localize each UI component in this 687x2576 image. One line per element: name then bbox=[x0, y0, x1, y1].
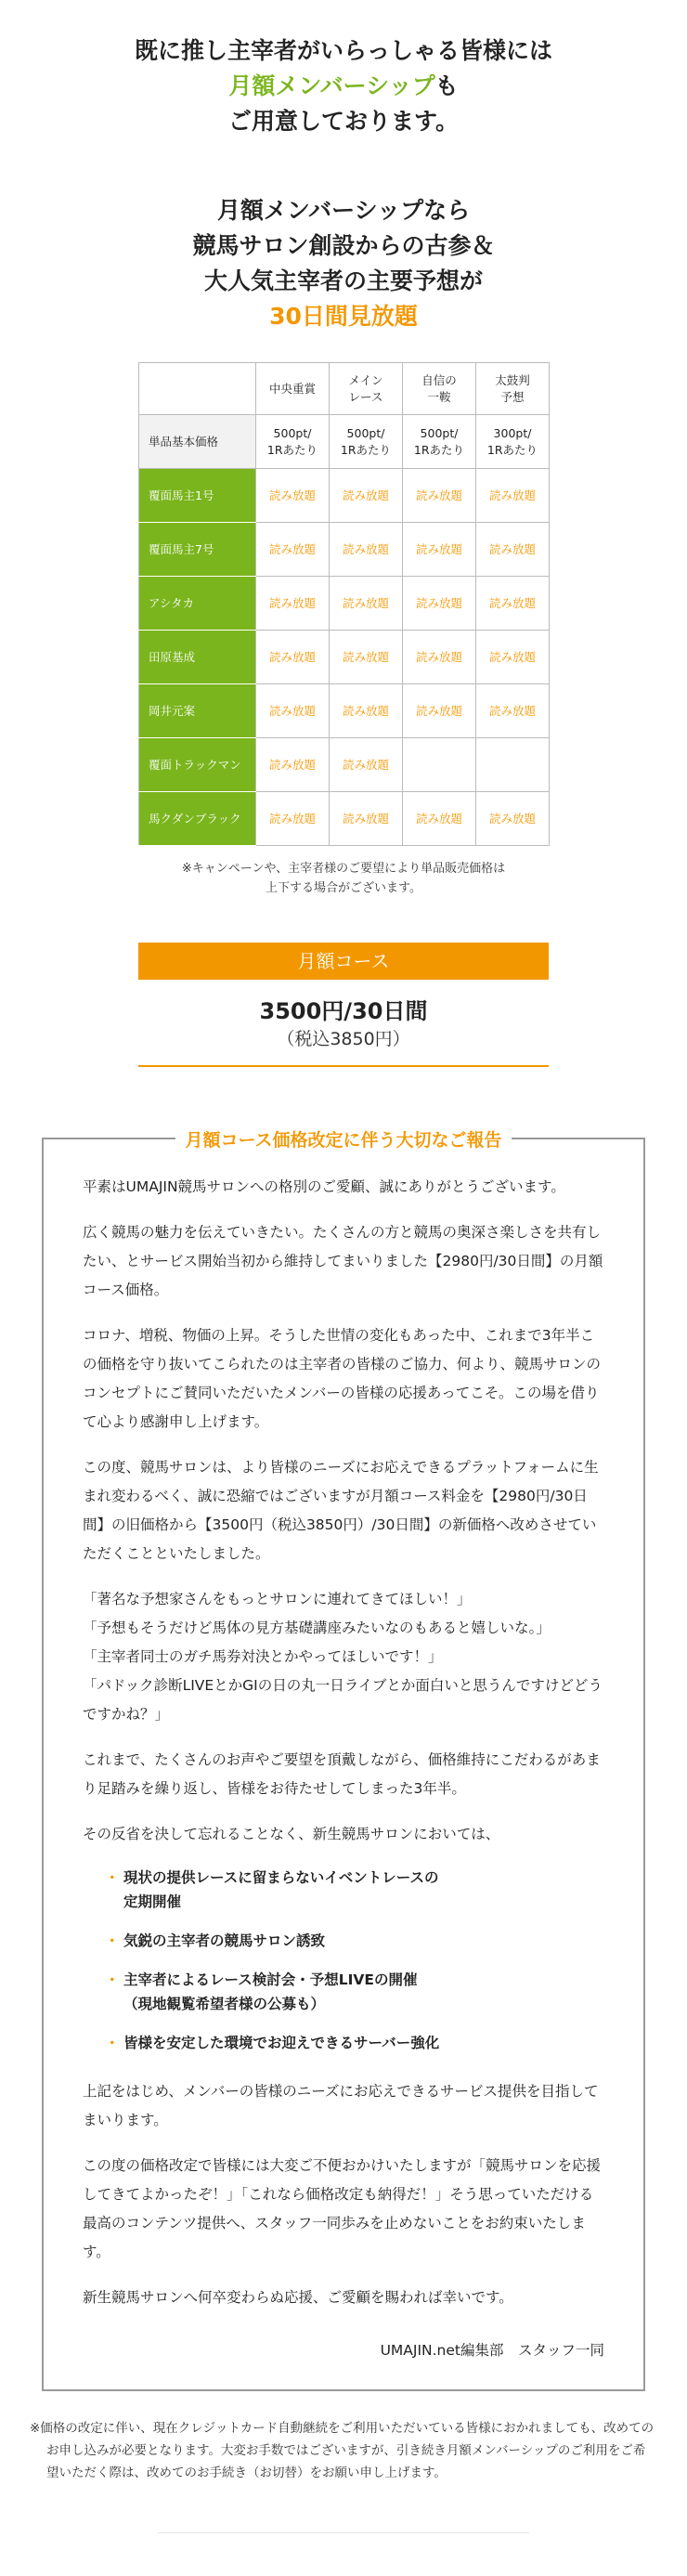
intro-line-2-suffix: も bbox=[434, 72, 459, 99]
price-table-body bbox=[139, 415, 550, 846]
table-row bbox=[139, 792, 550, 846]
intro-line-3: ご用意しております。 bbox=[227, 108, 459, 135]
list-item: ・ 現状の提供レースに留まらないイベントレースの 定期開催 bbox=[110, 1866, 604, 1914]
availability-cell: 読み放題 bbox=[330, 577, 403, 631]
member-quotes bbox=[83, 1585, 604, 1729]
availability-cell: 読み放題 bbox=[476, 631, 550, 684]
availability-cell: 読み放題 bbox=[256, 792, 330, 846]
price-row bbox=[139, 415, 550, 469]
price-cell: 500pt/ 1Rあたり bbox=[403, 415, 476, 469]
price-table bbox=[138, 362, 550, 846]
notice-paragraph: この度、競馬サロンは、より皆様のニーズにお応えできるプラットフォームに生まれ変わるべく、誠に恐縮ではございますが月額コース料金を【2980円/30日間】の旧価格から【3500円（税込3850円）/30日間】の新価格へ改めさせていただくことといたしました。 bbox=[83, 1459, 599, 1562]
host-name-cell: 岡井元案 bbox=[139, 684, 256, 738]
table-row bbox=[139, 469, 550, 523]
availability-cell: 読み放題 bbox=[330, 684, 403, 738]
table-row bbox=[139, 738, 550, 792]
membership-highlight: 月額メンバーシップ bbox=[228, 72, 435, 99]
quote: 「著名な予想家さんをもっとサロンに連れてきてほしい！」 bbox=[83, 1591, 472, 1607]
intro-block-2 bbox=[0, 193, 687, 334]
notice-paragraph: これまで、たくさんのお声やご要望を頂戴しながら、価格維持にこだわるがあまり足踏みを繰り返し、皆様をお待たせしてしまった3年半。 bbox=[83, 1751, 601, 1797]
availability-cell: 読み放題 bbox=[476, 523, 550, 577]
availability-cell: 読み放題 bbox=[256, 631, 330, 684]
plan-list bbox=[110, 1866, 604, 2055]
availability-cell: 読み放題 bbox=[403, 577, 476, 631]
quote: 「主宰者同士のガチ馬券対決とかやってほしいです！」 bbox=[83, 1648, 443, 1665]
intro-line-7-highlight: 30日間見放題 bbox=[269, 303, 418, 330]
table-note-line-1: ※キャンペーンや、主宰者様のご要望により単品販売価格は bbox=[181, 862, 506, 876]
availability-cell: 読み放題 bbox=[330, 631, 403, 684]
notice-paragraph: 広く競馬の魅力を伝えていきたい。たくさんの方と競馬の奥深さ楽しさを共有したい、とサービス開始当初から維持してまいりました【2980円/30日間】の月額コース価格。 bbox=[83, 1224, 603, 1298]
availability-cell: 読み放題 bbox=[476, 684, 550, 738]
intro-line-4: 月額メンバーシップなら bbox=[216, 197, 471, 224]
notice-box bbox=[42, 1130, 645, 2391]
list-item: ・ 主宰者によるレース検討会・予想LIVEの開催 （現地観覧希望者様の公募も） bbox=[110, 1968, 604, 2016]
host-name-cell: 覆面トラックマン bbox=[139, 738, 256, 792]
availability-cell bbox=[476, 738, 550, 792]
table-corner-cell bbox=[139, 363, 256, 415]
intro-line-2 bbox=[0, 69, 687, 104]
notice-paragraph: コロナ、増税、物価の上昇。そうした世情の変化もあった中、これまで3年半この価格を守り抜いてこられたのは主宰者の皆様のご協力、何より、競馬サロンのコンセプトにご賛同いただいたメンバーの皆様の応援あってこそ。この場を借りて心より感謝申し上げます。 bbox=[83, 1327, 602, 1430]
host-name-cell: アシタカ bbox=[139, 577, 256, 631]
table-row bbox=[139, 577, 550, 631]
monthly-course-section bbox=[0, 943, 687, 1067]
price-cell: 500pt/ 1Rあたり bbox=[256, 415, 330, 469]
quote: 「予想もそうだけど馬体の見方基礎講座みたいなのもあると嬉しいな。」 bbox=[83, 1620, 551, 1636]
price-cell: 300pt/ 1Rあたり bbox=[476, 415, 550, 469]
availability-cell: 読み放題 bbox=[330, 792, 403, 846]
host-name-cell: 馬クダンブラック bbox=[139, 792, 256, 846]
notice-title-wrap bbox=[44, 1126, 643, 1151]
availability-cell: 読み放題 bbox=[476, 792, 550, 846]
availability-cell: 読み放題 bbox=[330, 469, 403, 523]
availability-cell: 読み放題 bbox=[256, 738, 330, 792]
notice-paragraph: 新生競馬サロンへ何卒変わらぬ応援、ご愛顧を賜われば幸いです。 bbox=[83, 2289, 513, 2306]
availability-cell: 読み放題 bbox=[476, 469, 550, 523]
host-name-cell: 覆面馬主7号 bbox=[139, 523, 256, 577]
signature: UMAJIN.net編集部 スタッフ一同 bbox=[380, 2342, 604, 2359]
list-item: ・ 気鋭の主宰者の競馬サロン誘致 bbox=[110, 1929, 604, 1953]
availability-cell: 読み放題 bbox=[403, 523, 476, 577]
notice-title: 月額コース価格改定に伴う大切なご報告 bbox=[175, 1130, 511, 1151]
table-row bbox=[139, 631, 550, 684]
table-note-line-2: 上下する場合がございます。 bbox=[266, 881, 421, 895]
availability-cell bbox=[403, 738, 476, 792]
quote: 「パドック診断LIVEとかGⅠの日の丸一日ライブとか面白いと思うんですけどどうですかね？」 bbox=[83, 1677, 603, 1723]
availability-cell: 読み放題 bbox=[256, 577, 330, 631]
bottom-divider bbox=[158, 2532, 529, 2533]
notice-paragraph: 平素はUMAJIN競馬サロンへの格別のご愛顧、誠にありがとうございます。 bbox=[83, 1178, 565, 1195]
host-name-cell: 田原基成 bbox=[139, 631, 256, 684]
availability-cell: 読み放題 bbox=[256, 523, 330, 577]
table-row bbox=[139, 523, 550, 577]
availability-cell: 読み放題 bbox=[476, 577, 550, 631]
footnote: ※価格の改定に伴い、現在クレジットカード自動継続をご利用いただいている皆様におかれましても、改めてのお申し込みが必要となります。大変お手数ではございますが、引き続き月額メンバーシップのご利用をご希望いただく際は、改めてのお手続き（お切替）をお願い申し上げます。 bbox=[30, 2421, 655, 2480]
list-item: ・ 皆様を安定した環境でお迎えできるサーバー強化 bbox=[110, 2031, 604, 2055]
table-row bbox=[139, 684, 550, 738]
course-tax: （税込3850円） bbox=[277, 1029, 410, 1049]
availability-cell: 読み放題 bbox=[403, 684, 476, 738]
table-note bbox=[138, 859, 549, 898]
availability-cell: 読み放題 bbox=[256, 469, 330, 523]
table-header-row bbox=[139, 363, 550, 415]
intro-line-1: 既に推し主宰者がいらっしゃる皆様には bbox=[134, 37, 552, 64]
notice-paragraph: その反省を決して忘れることなく、新生競馬サロンにおいては、 bbox=[83, 1826, 500, 1842]
price-row-label: 単品基本価格 bbox=[139, 415, 256, 469]
availability-cell: 読み放題 bbox=[330, 523, 403, 577]
course-price: 3500円/30日間 bbox=[259, 998, 428, 1024]
intro-line-5: 競馬サロン創設からの古参＆ bbox=[192, 232, 495, 259]
availability-cell: 読み放題 bbox=[403, 631, 476, 684]
notice-paragraph: 上記をはじめ、メンバーの皆様のニーズにお応えできるサービス提供を目指してまいります。 bbox=[83, 2083, 599, 2128]
course-divider bbox=[138, 1065, 549, 1067]
intro-line-6: 大人気主宰者の主要予想が bbox=[203, 267, 483, 294]
table-header-cell: 太鼓判 予想 bbox=[476, 363, 550, 415]
table-header-cell: メイン レース bbox=[330, 363, 403, 415]
table-header-cell: 自信の 一鞍 bbox=[403, 363, 476, 415]
monthly-course-bar: 月額コース bbox=[138, 943, 549, 980]
intro-section bbox=[0, 0, 687, 334]
availability-cell: 読み放題 bbox=[256, 684, 330, 738]
price-table-wrapper bbox=[138, 362, 549, 898]
availability-cell: 読み放題 bbox=[403, 469, 476, 523]
host-name-cell: 覆面馬主1号 bbox=[139, 469, 256, 523]
availability-cell: 読み放題 bbox=[403, 792, 476, 846]
price-cell: 500pt/ 1Rあたり bbox=[330, 415, 403, 469]
availability-cell: 読み放題 bbox=[330, 738, 403, 792]
notice-paragraph: この度の価格改定で皆様には大変ご不便おかけいたしますが「競馬サロンを応援してきてよかったぞ！」「これなら価格改定も納得だ！」そう思っていただける最高のコンテンツ提供へ、スタッフ一同歩みを止めないことをお約束いたします。 bbox=[83, 2157, 602, 2260]
table-header-cell: 中央重賞 bbox=[256, 363, 330, 415]
